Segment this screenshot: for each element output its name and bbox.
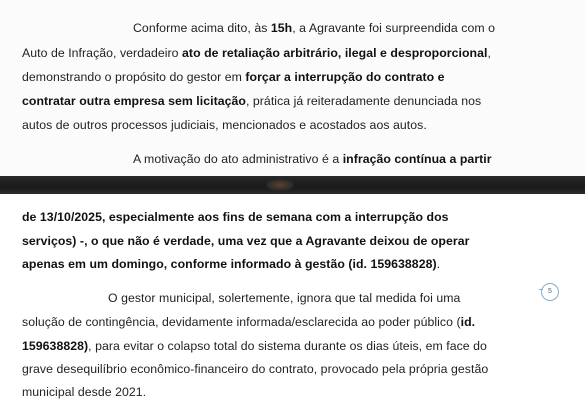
p1-line1: Conforme acima dito, às 15h, a Agravante foi surpreendida com o <box>133 21 496 35</box>
document-page-upper <box>0 0 585 176</box>
p4-line2: solução de contingência, devidamente informada/esclarecida ao poder público (id. <box>22 315 476 329</box>
page-marker-badge[interactable]: 5 <box>541 283 559 301</box>
p1-line2: Auto de Infração, verdadeiro ato de retaliação arbitrário, ilegal e desproporcional, <box>22 46 491 60</box>
p4-line4: grave desequilíbrio econômico-financeiro do contrato, provocado pela própria gestão <box>22 362 489 376</box>
p1-line4: contratar outra empresa sem licitação, prática já reiteradamente denunciada nos <box>22 94 482 108</box>
strip-artifact <box>266 179 294 191</box>
p4-line3: 159638828), para evitar o colapso total do sistema durante os dias úteis, em face do <box>22 339 487 353</box>
p3-line2: serviços) -, o que não é verdade, uma vez que a Agravante deixou de operar <box>22 234 470 248</box>
document-page-lower <box>0 194 585 407</box>
p4-line1: O gestor municipal, solertemente, ignora que tal medida foi uma <box>108 291 461 305</box>
p2-line1: A motivação do ato administrativo é a infração contínua a partir <box>133 152 492 166</box>
p1-line3: demonstrando o propósito do gestor em forçar a interrupção do contrato e <box>22 70 445 84</box>
page-break-strip <box>0 176 585 194</box>
p3-line3: apenas em um domingo, conforme informado à gestão (id. 159638828). <box>22 257 441 271</box>
p3-line1: de 13/10/2025, especialmente aos fins de semana com a interrupção dos <box>22 210 449 224</box>
p1-line5: autos de outros processos judiciais, mencionados e acostados aos autos. <box>22 118 427 132</box>
p4-line5: municipal desde 2021. <box>22 385 147 399</box>
